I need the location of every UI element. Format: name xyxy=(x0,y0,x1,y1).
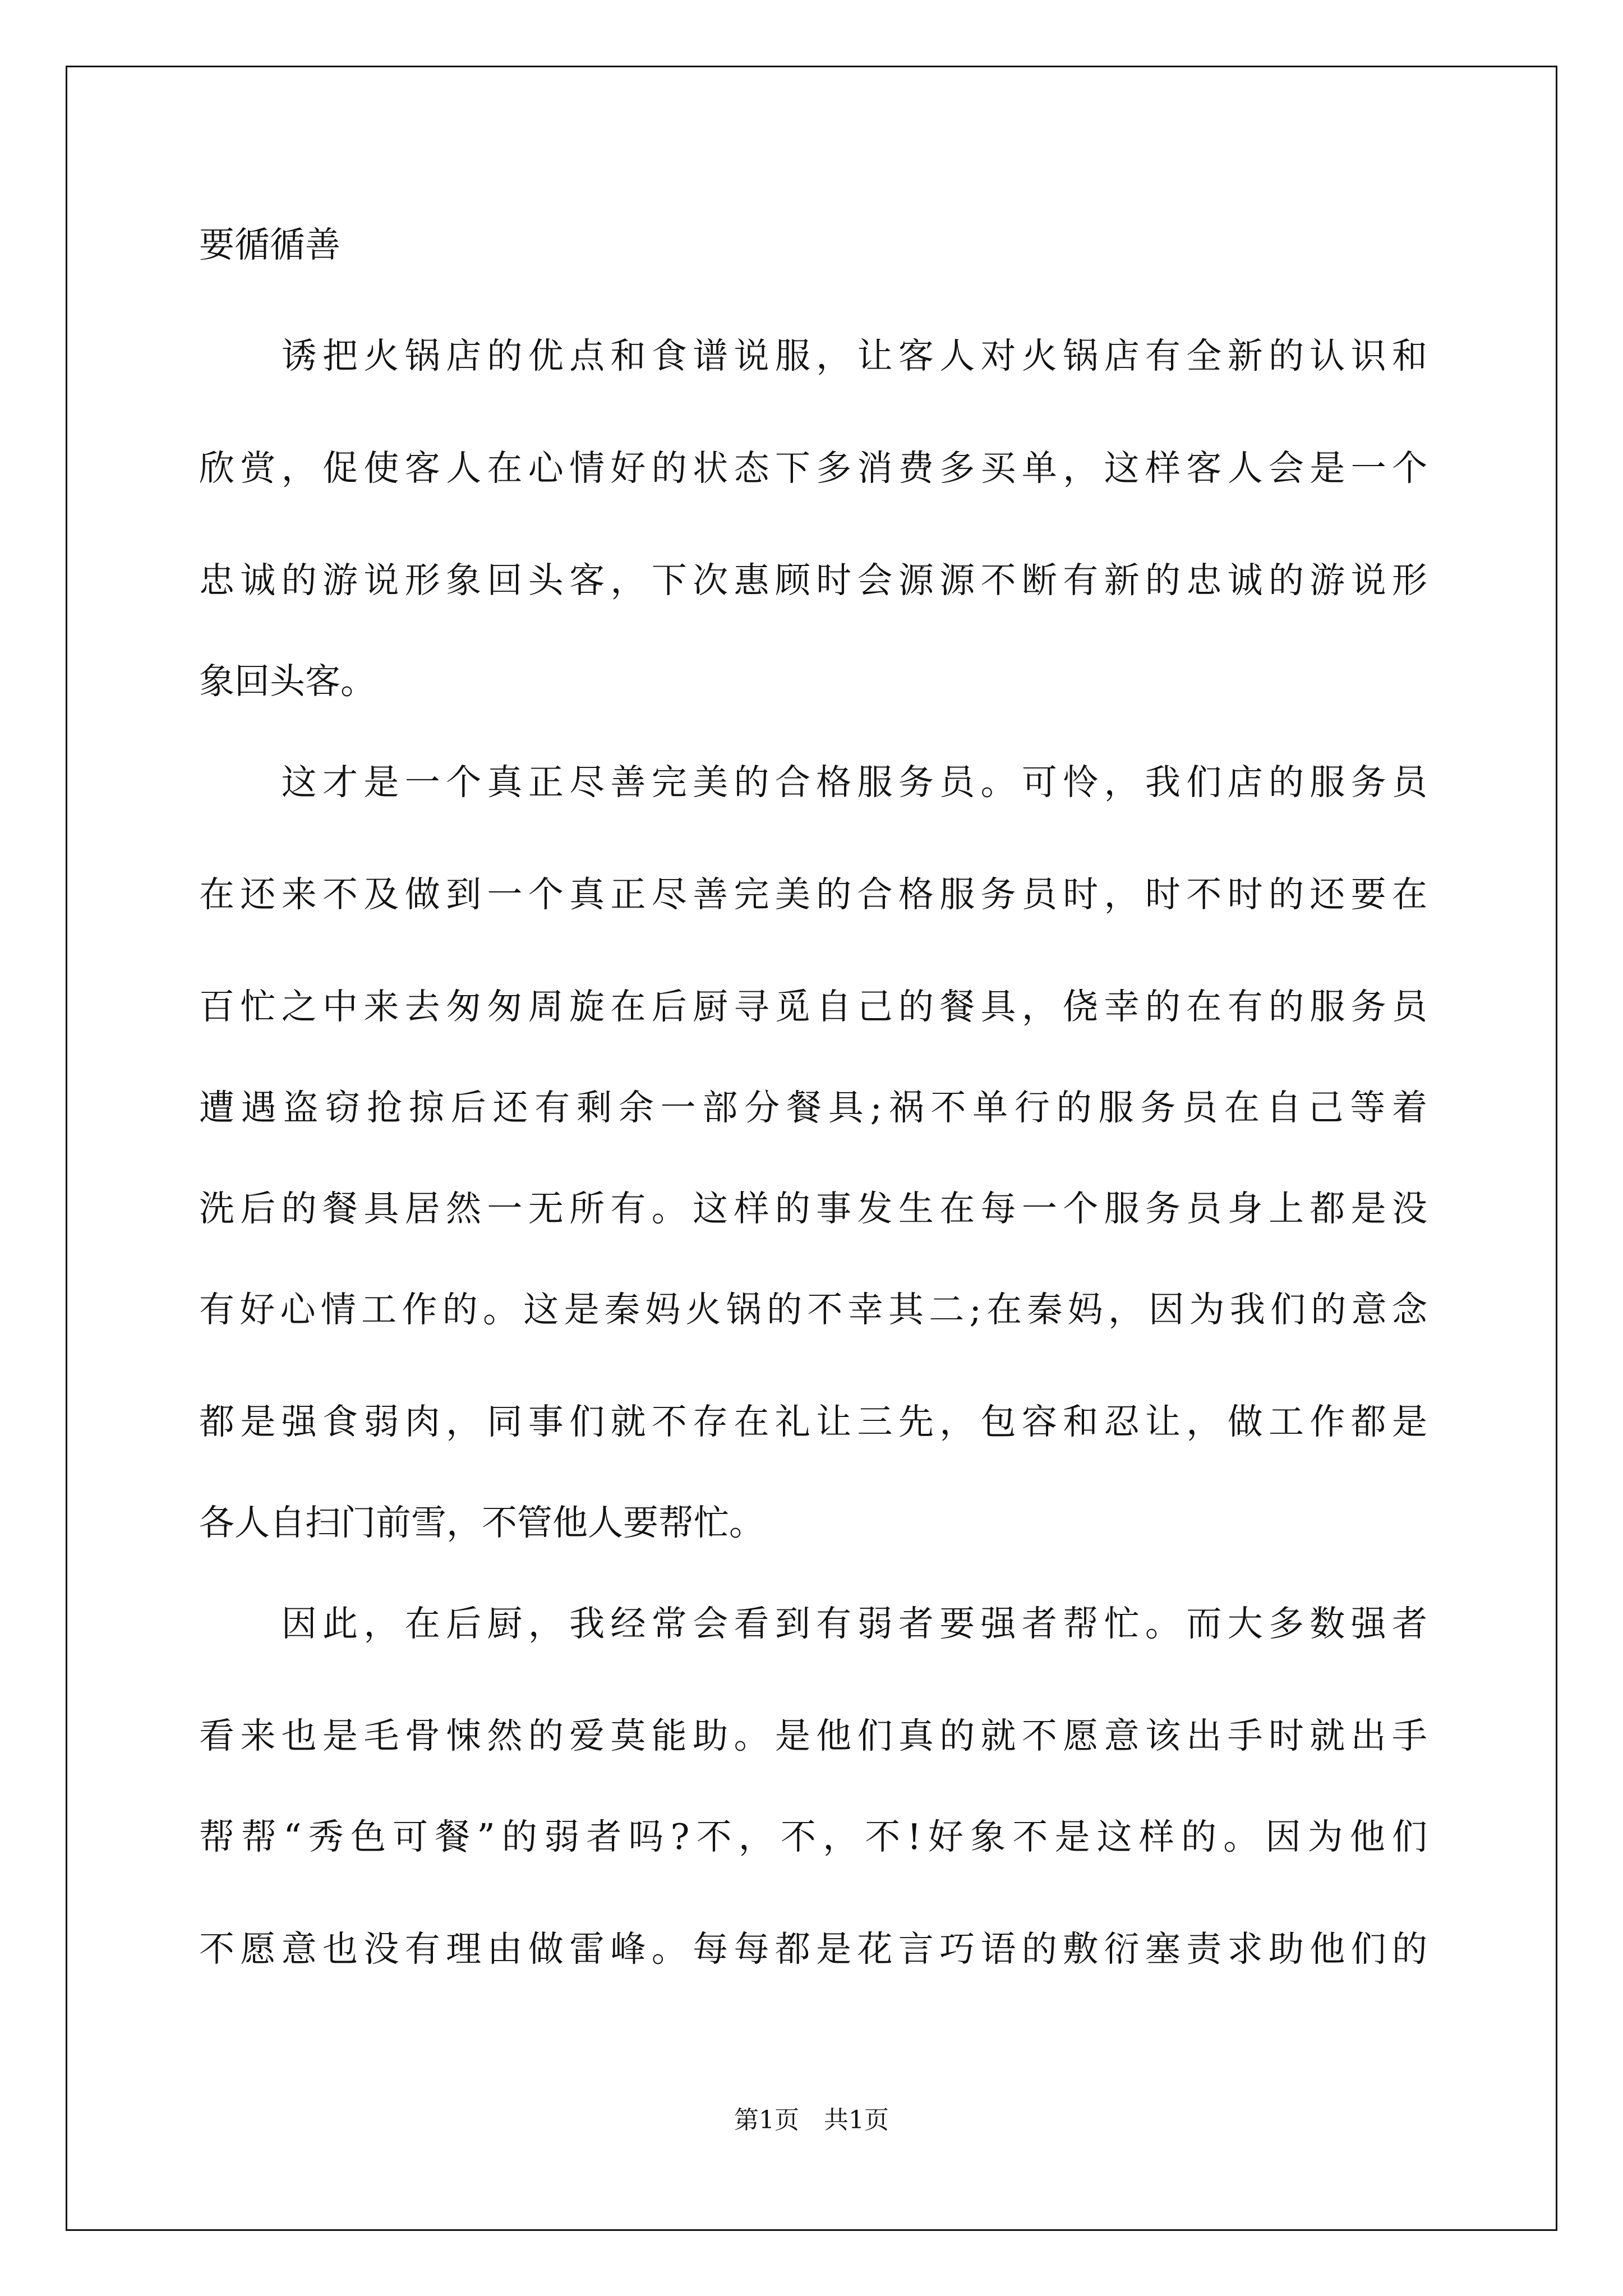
text-line: 因此，在后厨，我经常会看到有弱者要强者帮忙。而大多数强者 xyxy=(199,1603,1427,1644)
page-border xyxy=(66,66,1557,2231)
text-line: 百忙之中来去匆匆周旋在后厨寻觅自己的餐具，侥幸的在有的服务员 xyxy=(199,986,1427,1027)
text-line: 各人自扫门前雪，不管他人要帮忙。 xyxy=(199,1502,764,1543)
text-line: 有好心情工作的。这是秦妈火锅的不幸其二;在秦妈，因为我们的意念 xyxy=(199,1289,1427,1330)
text-line: 欣赏，促使客人在心情好的状态下多消费多买单，这样客人会是一个 xyxy=(199,448,1427,489)
page-footer: 第1页 共1页 xyxy=(734,2106,889,2134)
text-line: 遭遇盗窃抢掠后还有剩余一部分餐具;祸不单行的服务员在自己等着 xyxy=(199,1087,1427,1128)
text-line: 忠诚的游说形象回头客，下次惠顾时会源源不断有新的忠诚的游说形 xyxy=(199,560,1427,601)
text-line: 象回头客。 xyxy=(199,661,376,702)
text-line: 洗后的餐具居然一无所有。这样的事发生在每一个服务员身上都是没 xyxy=(199,1188,1427,1229)
text-line: 要循循善 xyxy=(199,224,340,265)
text-line: 这才是一个真正尽善完美的合格服务员。可怜，我们店的服务员 xyxy=(199,762,1427,803)
text-line: 诱把火锅店的优点和食谱说服，让客人对火锅店有全新的认识和 xyxy=(199,335,1427,376)
text-line: 看来也是毛骨悚然的爱莫能助。是他们真的就不愿意该出手时就出手 xyxy=(199,1715,1427,1756)
text-line: 不愿意也没有理由做雷峰。每每都是花言巧语的敷衍塞责求助他们的 xyxy=(199,1929,1427,1970)
text-line: 帮帮“秀色可餐”的弱者吗?不，不，不!好象不是这样的。因为他们 xyxy=(199,1816,1427,1857)
text-line: 都是强食弱肉，同事们就不存在礼让三先，包容和忍让，做工作都是 xyxy=(199,1401,1427,1442)
text-line: 在还来不及做到一个真正尽善完美的合格服务员时，时不时的还要在 xyxy=(199,874,1427,915)
